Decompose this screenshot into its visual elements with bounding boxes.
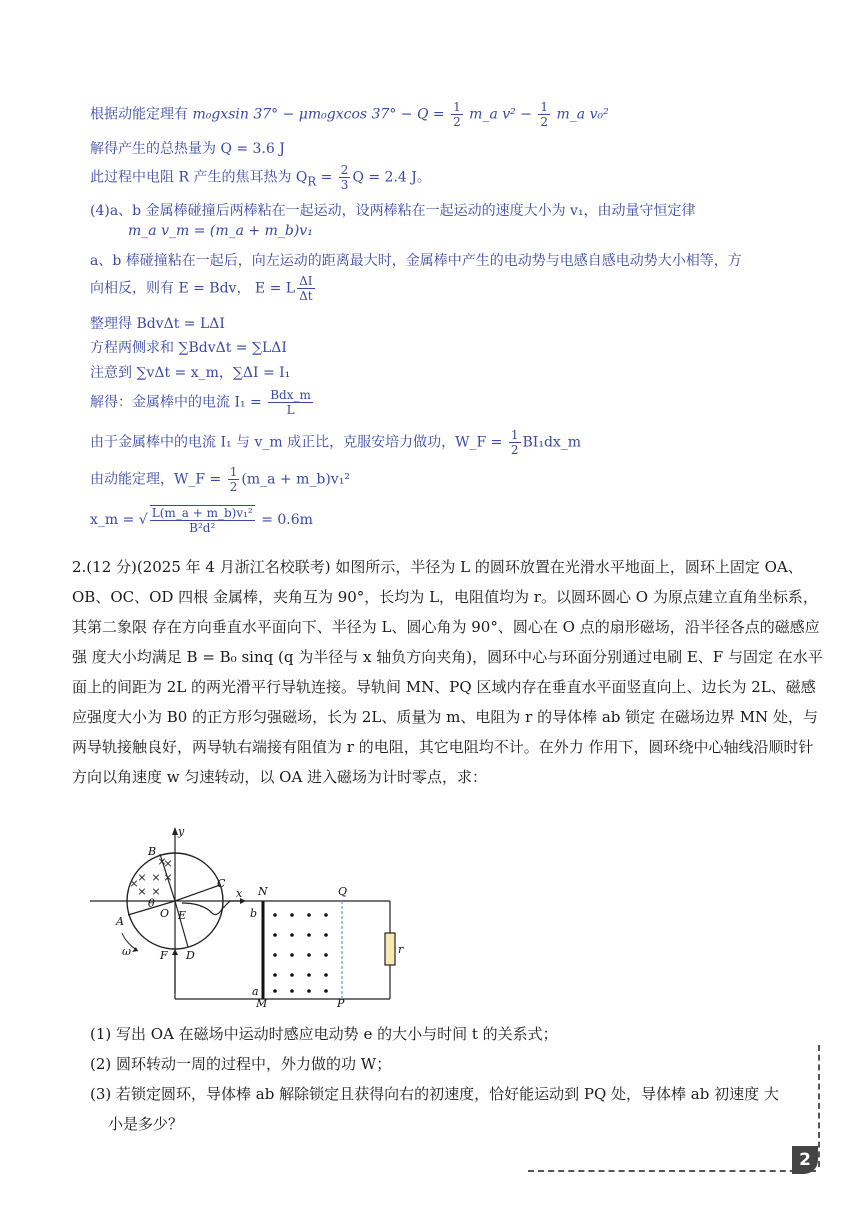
svg-text:×: × bbox=[163, 871, 173, 884]
svg-text:×: × bbox=[129, 877, 139, 890]
solution-line-13-b: (m_a + m_b)v₁² bbox=[241, 471, 350, 488]
sub-question-3b: 小是多少？ bbox=[108, 1115, 184, 1133]
solution-line-6: a、b 棒碰撞粘在一起后，向左运动的距离最大时，金属棒中产生的电动势与电感自感电动势大小相等，方 bbox=[90, 253, 742, 269]
label-N: N bbox=[258, 885, 268, 898]
fraction: $\frac{\text{Bdx\_m}}{L}$ bbox=[270, 388, 311, 417]
label-y: y bbox=[178, 825, 185, 838]
page-border-horizontal bbox=[528, 1170, 816, 1172]
solution-line-1-formula: m₀gxsin 37° − μm₀gxcos 37° − Q = bbox=[192, 106, 450, 123]
solution-line-3-c: Q = 2.4 J。 bbox=[352, 169, 431, 186]
label-theta: θ bbox=[148, 897, 155, 910]
label-x: x bbox=[236, 887, 243, 900]
label-P: P bbox=[337, 997, 345, 1008]
sub-question-1: (1) 写出 OA 在磁场中运动时感应电动势 e 的大小与时间 t 的关系式； bbox=[90, 1025, 558, 1043]
label-C: C bbox=[217, 877, 226, 890]
solution-line-7-a: 向相反，则有 E = Bdv， E = L bbox=[90, 280, 296, 297]
label-b: b bbox=[250, 907, 258, 920]
solution-line-12 bbox=[90, 428, 581, 457]
fraction: $\frac{\text{L(m\_a + m\_b)v₁²}}{\text{B²d²}}$ bbox=[151, 506, 253, 535]
fraction: $\frac{\Delta I}{\Delta t}$ bbox=[299, 274, 313, 303]
solution-line-1-end: m_a v₀² bbox=[556, 106, 609, 123]
solution-line-2: 解得产生的总热量为 Q = 3.6 J bbox=[90, 141, 285, 157]
solution-line-3 bbox=[90, 163, 431, 192]
solution-line-9: 方程两侧求和 ∑BdvΔt = ∑LΔI bbox=[90, 340, 287, 356]
fraction: $\frac{1}{2}$ bbox=[510, 428, 519, 457]
solution-line-12-b: BI₁dx_m bbox=[522, 434, 582, 451]
page-border-vertical bbox=[818, 1045, 820, 1167]
page-number: 2 bbox=[792, 1146, 818, 1174]
svg-text:×: × bbox=[151, 871, 161, 884]
solution-line-4: (4)a、b 金属棒碰撞后两棒粘在一起运动，设两棒粘在一起运动的速度大小为 v₁，由动量守恒定律 bbox=[90, 203, 696, 219]
label-E: E bbox=[178, 909, 187, 922]
label-Q: Q bbox=[338, 885, 348, 898]
sub-question-3a: (3) 若锁定圆环，导体棒 ab 解除锁定且获得向右的初速度，恰好能运动到 PQ 处，导体棒 ab 初速度 大 bbox=[90, 1085, 779, 1103]
solution-line-8: 整理得 BdvΔt = LΔI bbox=[90, 316, 225, 332]
label-B: B bbox=[148, 845, 157, 858]
svg-text:×: × bbox=[137, 871, 147, 884]
svg-text:×: × bbox=[157, 855, 167, 868]
solution-line-14-a: x_m = √ bbox=[90, 512, 148, 528]
solution-line-11 bbox=[90, 388, 315, 417]
label-F: F bbox=[160, 949, 168, 962]
solution-line-14-b: = 0.6m bbox=[256, 512, 313, 528]
svg-text:×: × bbox=[163, 857, 173, 870]
question-body: 2.(12 分)(2025 年 4 月浙江名校联考) 如图所示，半径为 L 的圆环放置在光滑水平地面上，圆环上固定 OA、OB、OC、OD 四根 金属棒，夹角互为 90°，长均为 L，电阻值均为 r。以圆环圆心 O 为原点建立直角坐标系，其第二象限 存在方向垂直水平面向下、半径为 L、圆心角为 90°、圆心在 O 点的扇形磁场，沿半径各点的磁感应强 度大小均满足 B = B₀ sinq (q 为半径与 x 轴负方向夹角)，圆环中心与环面分别通过电刷 E、F 与固定 在水平面上的间距为 2L 的两光滑平行导轨连接。导轨间 MN、PQ 区域内存在垂直水平面竖直向上、边长为 2L、磁感应强度大小为 B0 的正方形匀强磁场，长为 2L、质量为 m、电阻为 r 的导体棒 ab 锁定 在磁场边界 MN 处，与两导轨接触良好，两导轨右端接有阻值为 r 的电阻，其它电阻均不计。在外力 作用下，圆环绕中心轴线沿顺时针方向以角速度 w 匀速转动，以 OA 进入磁场为计时零点，求： bbox=[72, 558, 823, 786]
svg-text:×: × bbox=[151, 885, 161, 898]
solution-line-7 bbox=[90, 274, 317, 303]
fraction: $\frac{2}{3}$ bbox=[340, 163, 349, 192]
subscript: R bbox=[307, 174, 317, 189]
solution-line-1-text: 根据动能定理有 bbox=[90, 106, 188, 123]
label-omega: ω bbox=[122, 945, 131, 958]
solution-line-13 bbox=[90, 465, 350, 494]
label-M: M bbox=[256, 997, 268, 1008]
solution-line-3-a: 此过程中电阻 R 产生的焦耳热为 Q bbox=[90, 169, 308, 186]
svg-text:×: × bbox=[137, 885, 147, 898]
fraction: $\frac{1}{2}$ bbox=[540, 100, 549, 129]
solution-line-10: 注意到 ∑vΔt = x_m，∑ΔI = I₁ bbox=[90, 365, 291, 381]
solution-line-14 bbox=[90, 505, 313, 535]
solution-line-13-a: 由动能定理，W_F = bbox=[90, 471, 226, 488]
label-a: a bbox=[252, 985, 259, 998]
circuit-figure bbox=[90, 823, 420, 1008]
solution-line-3-b: = bbox=[316, 169, 337, 186]
fraction: $\frac{1}{2}$ bbox=[453, 100, 461, 129]
solution-line-5: m_a v_m = (m_a + m_b)v₁ bbox=[128, 223, 313, 239]
sub-question-2: (2) 圆环转动一周的过程中，外力做的功 W； bbox=[90, 1055, 392, 1073]
label-r: r bbox=[398, 943, 404, 956]
label-A: A bbox=[116, 915, 124, 928]
solution-line-1 bbox=[90, 100, 609, 129]
solution-line-12-a: 由于金属棒中的电流 I₁ 与 v_m 成正比，克服安培力做功，W_F = bbox=[90, 434, 507, 451]
label-O: O bbox=[160, 907, 170, 920]
fraction: $\frac{1}{2}$ bbox=[229, 465, 238, 494]
label-D: D bbox=[186, 949, 195, 962]
solution-line-1-mid: m_a v² − bbox=[469, 106, 537, 123]
solution-line-11-a: 解得：金属棒中的电流 I₁ = bbox=[90, 394, 267, 411]
